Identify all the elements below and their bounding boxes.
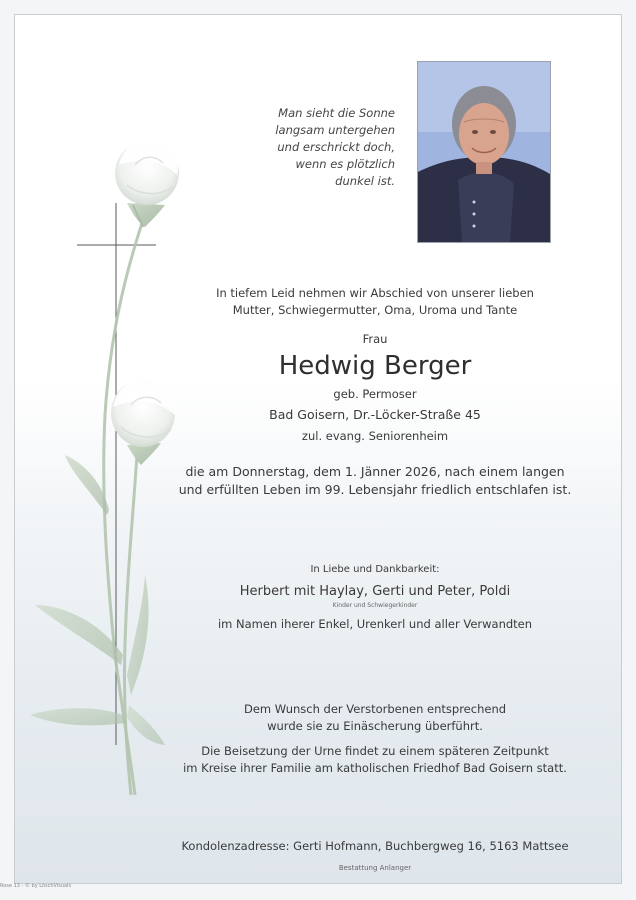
- mourners-others: [145, 616, 605, 633]
- residence: [145, 428, 605, 445]
- cremation-notice: [145, 701, 605, 735]
- mourners-heading: [145, 561, 605, 578]
- rose-icon: [115, 136, 179, 227]
- mourners-relation-text: Kinder und Schwiegerkinder: [332, 602, 418, 609]
- intro-text: [145, 285, 605, 319]
- burial-notice: [145, 743, 605, 777]
- poem-line: langsam untergehen: [275, 123, 395, 137]
- address-text: Bad Goisern, Dr.-Löcker-Straße 45: [269, 407, 481, 422]
- address: [145, 406, 605, 424]
- deceased-name-text: Hedwig Berger: [278, 351, 472, 381]
- cremation-line: Dem Wunsch der Verstorbenen entsprechend: [243, 702, 507, 716]
- death-notice-line: und erfüllten Leben im 99. Lebensjahr friedlich entschlafen ist.: [178, 482, 572, 497]
- burial-line: im Kreise ihrer Familie am katholischen Friedhof Bad Goisern statt.: [183, 761, 567, 775]
- deceased-name: [145, 350, 605, 382]
- obituary-card: [14, 14, 622, 884]
- intro-line: In tiefem Leid nehmen wir Abschied von unserer lieben: [216, 286, 534, 300]
- mourners-names-text: Herbert mit Haylay, Gerti und Peter, Poldi: [239, 584, 511, 599]
- mourners-others-text: im Namen iherer Enkel, Urenkerl und aller Verwandten: [217, 617, 533, 631]
- condolence-address: [145, 838, 605, 855]
- salutation-text: Frau: [362, 332, 388, 346]
- funeral-home: [145, 863, 605, 873]
- cremation-line: wurde sie zu Einäscherung überführt.: [267, 719, 483, 733]
- funeral-home-text: Bestattung Anlanger: [338, 864, 412, 872]
- poem-line: dunkel ist.: [335, 174, 395, 188]
- intro-line: Mutter, Schwiegermutter, Oma, Uroma und Tante: [232, 303, 518, 317]
- poem: [205, 105, 395, 190]
- mourners-names: [145, 582, 605, 601]
- footer-code: Rose 13 - © by LöschVisuals: [0, 883, 72, 889]
- poem-line: und erschrickt doch,: [277, 140, 395, 154]
- salutation: [145, 331, 605, 348]
- portrait-photo: [417, 61, 551, 243]
- death-notice-line: die am Donnerstag, dem 1. Jänner 2026, nach einem langen: [185, 464, 565, 479]
- mourners-relation: [145, 601, 605, 611]
- mourners-heading-text: In Liebe und Dankbarkeit:: [310, 564, 440, 575]
- condolence-address-text: Kondolenzadresse: Gerti Hofmann, Buchbergweg 16, 5163 Mattsee: [181, 839, 569, 853]
- residence-text: zul. evang. Seniorenheim: [301, 429, 449, 443]
- poem-line: Man sieht die Sonne: [278, 106, 395, 120]
- death-notice: [145, 463, 605, 499]
- birth-name: [145, 386, 605, 403]
- burial-line: Die Beisetzung der Urne findet zu einem späteren Zeitpunkt: [201, 744, 549, 758]
- birth-name-text: geb. Permoser: [333, 387, 417, 401]
- poem-line: wenn es plötzlich: [295, 157, 395, 171]
